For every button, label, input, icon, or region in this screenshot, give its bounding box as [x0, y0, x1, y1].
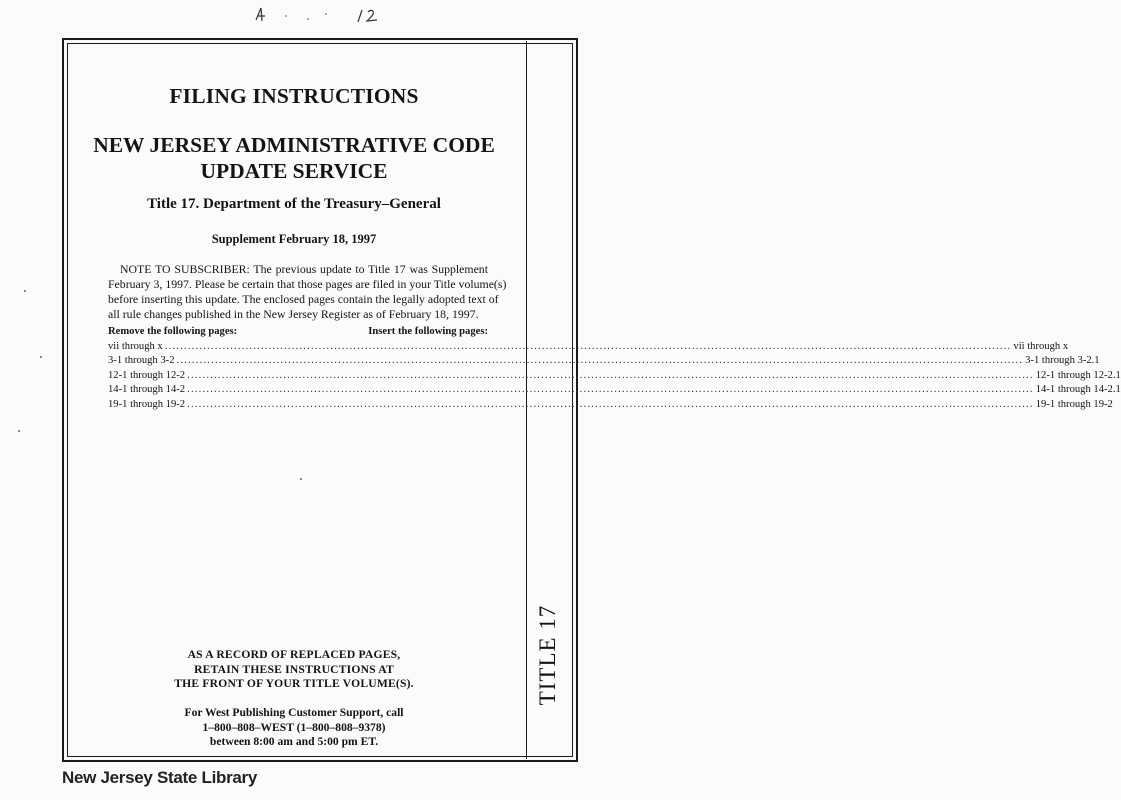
remove-pages: vii through x — [108, 340, 163, 352]
insert-header: Insert the following pages: — [368, 326, 488, 337]
support-line: For West Publishing Customer Support, call — [184, 706, 404, 719]
remove-pages: 12-1 through 12-2 — [108, 369, 186, 381]
customer-support-info — [62, 706, 526, 750]
table-header — [108, 325, 488, 340]
leader-dots: ............................................................................................................................................................................................................................ — [164, 340, 1012, 352]
insert-pages: 19-1 through 19-2 — [1035, 398, 1113, 410]
title-tab-label: TITLE 17 — [535, 604, 560, 706]
note-line: all rule changes published in the New Jersey Register as of February 18, 1997. — [108, 307, 479, 321]
table-row — [108, 398, 1113, 413]
table-row — [108, 354, 1100, 369]
document-title: FILING INSTRUCTIONS — [169, 84, 419, 108]
leader-dots: ............................................................................................................................................................................................................................ — [187, 384, 1034, 395]
page-replacement-table — [108, 325, 1121, 412]
remove-pages: 19-1 through 19-2 — [108, 398, 186, 410]
insert-pages: 12-1 through 12-2.1 — [1035, 369, 1121, 381]
supplement-date: Supplement February 18, 1997 — [211, 232, 377, 246]
leader-dots: ............................................................................................................................................................................................................................ — [187, 398, 1034, 410]
insert-pages: 3-1 through 3-2.1 — [1025, 355, 1100, 366]
insert-pages: vii through x — [1013, 340, 1069, 352]
record-notice-line: RETAIN THESE INSTRUCTIONS AT — [194, 662, 394, 676]
remove-header: Remove the following pages: — [108, 326, 238, 337]
support-phone: 1–800–808–WEST (1–800–808–9378) — [202, 720, 386, 734]
remove-pages: 14-1 through 14-2 — [108, 384, 186, 395]
leader-dots: ............................................................................................................................................................................................................................ — [176, 355, 1024, 366]
code-title — [62, 132, 526, 184]
note-line: before inserting this update. The enclosed pages contain the legally adopted text of — [108, 292, 499, 306]
code-title-line: UPDATE SERVICE — [200, 159, 388, 183]
scan-speck — [18, 430, 20, 432]
record-notice-line: AS A RECORD OF REPLACED PAGES, — [187, 648, 401, 661]
note-line: NOTE TO SUBSCRIBER: The previous update to Title 17 was Supplement — [120, 262, 488, 276]
remove-pages: 3-1 through 3-2 — [108, 355, 175, 366]
department-subtitle: Title 17. Department of the Treasury–General — [147, 196, 441, 212]
record-notice-line: THE FRONT OF YOUR TITLE VOLUME(S). — [174, 677, 414, 690]
code-title-line: NEW JERSEY ADMINISTRATIVE CODE — [93, 133, 495, 157]
scan-speck — [300, 478, 302, 480]
note-line: February 3, 1997. Please be certain that those pages are filed in your Title volume(s) — [108, 277, 507, 291]
table-row — [108, 383, 1121, 398]
table-row — [108, 340, 1069, 355]
subscriber-note — [108, 262, 507, 322]
insert-pages: 14-1 through 14-2.1 — [1035, 384, 1121, 395]
record-notice — [62, 648, 526, 692]
scan-speck — [40, 356, 42, 358]
leader-dots: ............................................................................................................................................................................................................................ — [187, 369, 1034, 381]
table-row — [108, 369, 1121, 384]
support-hours: between 8:00 am and 5:00 pm ET. — [209, 735, 379, 748]
scan-speck — [24, 290, 26, 292]
library-stamp: New Jersey State Library — [62, 768, 258, 787]
handwritten-annotation — [246, 4, 396, 26]
